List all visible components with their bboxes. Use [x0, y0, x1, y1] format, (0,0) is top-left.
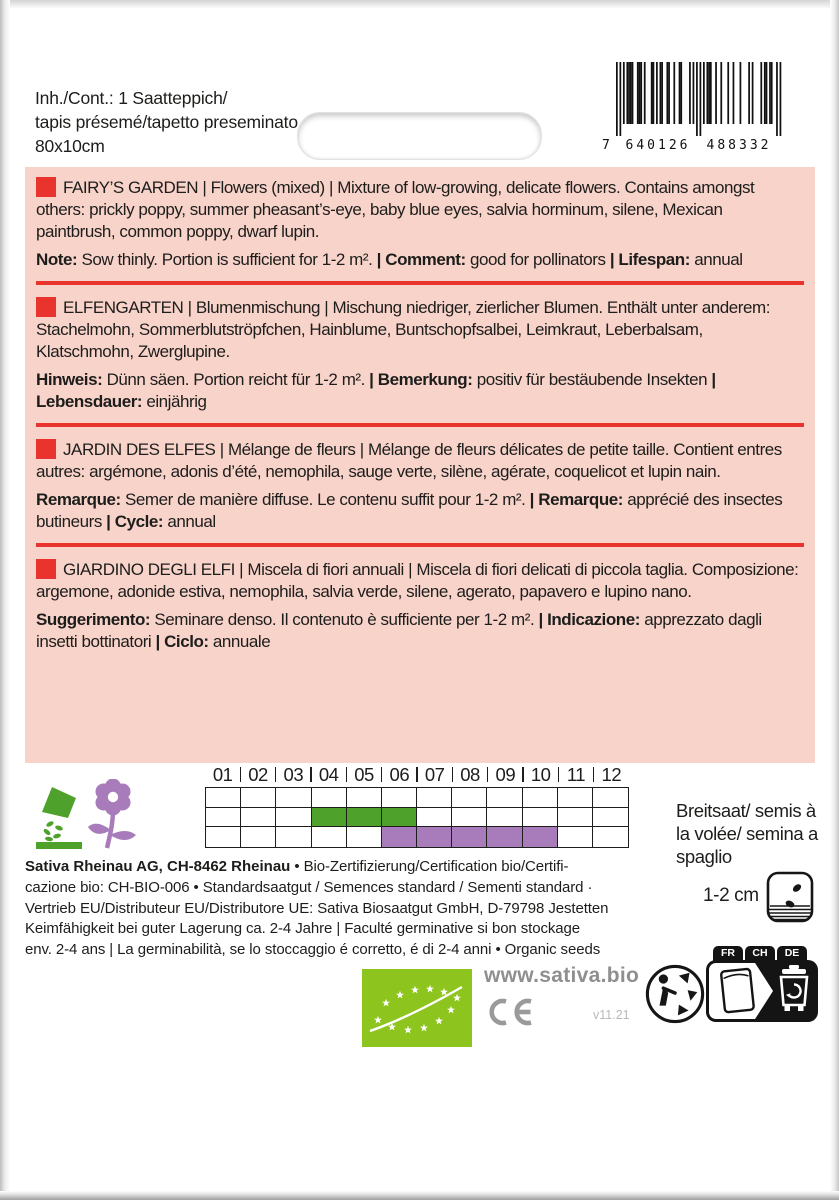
calendar-cell — [523, 808, 558, 828]
calendar-cell — [487, 808, 522, 828]
note-label: | Ciclo: — [155, 632, 209, 651]
note-text: apprécié des insectes butineurs — [36, 490, 783, 531]
recycling-bin-icon — [770, 963, 816, 1019]
website-url: www.sativa.bio — [484, 964, 640, 987]
note-label: | Lebensdauer: — [36, 370, 716, 411]
calendar-cell — [593, 808, 628, 828]
calendar-cell — [312, 827, 347, 847]
ce-mark-icon — [484, 997, 536, 1032]
calendar-cell — [206, 788, 241, 808]
calendar-cell — [241, 808, 276, 828]
red-square-bullet — [36, 177, 56, 197]
calendar-cell — [206, 808, 241, 828]
month-label: 08 — [452, 763, 487, 787]
variety-description — [36, 559, 804, 603]
variety-name: FAIRY’S GARDEN — [63, 178, 199, 197]
month-label: 05 — [346, 763, 381, 787]
calendar-cell — [558, 788, 593, 808]
note-text: Sow thinly. Portion is sufficient for 1-2 m². — [77, 250, 377, 269]
lang-section-de — [36, 297, 804, 413]
variety-description — [36, 297, 804, 363]
note-label: | Indicazione: — [538, 610, 640, 629]
note-text: apprezzato dagli insetti bottinatori — [36, 610, 762, 651]
note-text: annuale — [208, 632, 271, 651]
month-label: 01 — [212, 764, 233, 785]
note-label: | Bemerkung: — [369, 370, 473, 389]
note-label: | Lifespan: — [609, 250, 690, 269]
certification-text: • Bio-Zertifizierung/Certification bio/Certifi- — [290, 858, 569, 875]
company-line-1 — [25, 857, 643, 878]
barcode-right-group: 488332 — [706, 138, 772, 153]
calendar-cell — [417, 827, 452, 847]
country-tab-ch: CH — [745, 946, 775, 961]
calendar-cell — [523, 788, 558, 808]
calendar-cell — [276, 808, 311, 828]
note-text: einjährig — [142, 392, 207, 411]
disposal-label — [706, 946, 818, 1022]
calendar-cell — [487, 788, 522, 808]
calendar-cell — [417, 808, 452, 828]
notes-line — [36, 369, 804, 413]
calendar-cell — [452, 788, 487, 808]
note-label: Note: — [36, 250, 78, 269]
country-tab-fr: FR — [713, 946, 743, 961]
red-square-bullet — [36, 297, 56, 317]
company-line-5: env. 2-4 ans | La germinabilità, se lo stoccaggio é corretto, é di 2-4 anni • Organic seeds — [25, 941, 601, 959]
calendar-cell — [382, 827, 417, 847]
calendar-grid — [205, 787, 629, 848]
sowing-depth-icon — [766, 871, 814, 928]
calendar-cell — [347, 808, 382, 828]
note-label: | Remarque: — [529, 490, 624, 509]
note-text: Semer de manière diffuse. Le contenu suffit pour 1-2 m². — [120, 490, 530, 509]
calendar-cell — [241, 788, 276, 808]
notes-line — [36, 489, 804, 533]
packet-left-edge — [0, 0, 10, 1200]
eu-organic-leaf-logo — [362, 969, 472, 1052]
calendar-cell — [452, 827, 487, 847]
month-label: 09 — [488, 763, 523, 787]
month-label: 04 — [311, 763, 346, 787]
calendar-month-header — [205, 763, 629, 787]
sowing-depth-value: 1-2 cm — [703, 885, 759, 906]
calendar-cell — [206, 827, 241, 847]
note-text: good for pollinators — [465, 250, 610, 269]
variety-name: GIARDINO DEGLI ELFI — [63, 560, 235, 579]
calendar-cell — [558, 827, 593, 847]
section-divider — [36, 281, 804, 285]
note-text: Dünn säen. Portion reicht für 1-2 m². — [102, 370, 370, 389]
note-text: positiv für bestäubende Insekten — [472, 370, 712, 389]
calendar-cell — [312, 808, 347, 828]
variety-description-text: | Flowers (mixed) | Mixture of low-growing, delicate flowers. Contains amongst others: prickly poppy, summer pheasant’s-eye, baby blue eyes, salvia horminum, silene, Mexican paintbrush, common poppy, dwarf lupin. — [36, 178, 755, 241]
note-label: Hinweis: — [36, 370, 103, 389]
calendar-cell — [417, 788, 452, 808]
note-label: Suggerimento: — [36, 610, 151, 629]
contents-block — [35, 86, 298, 158]
barcode-left-group: 640126 — [625, 138, 691, 153]
section-divider — [36, 423, 804, 427]
month-label: 02 — [240, 763, 275, 787]
seed-packet-icon — [709, 963, 773, 1019]
description-box — [25, 167, 815, 763]
company-line-4: Keimfähigkeit bei guter Lagerung ca. 2-4 Jahre | Faculté germinative si bon stockage — [25, 920, 580, 938]
calendar-cell — [523, 827, 558, 847]
lang-section-fr — [36, 439, 804, 533]
calendar-cell — [312, 788, 347, 808]
company-line-2: cazione bio: CH-BIO-006 • Standardsaatgut / Semences standard / Sementi standard · — [25, 878, 593, 896]
note-text: Seminare denso. Il contenuto è sufficiente per 1-2 m². — [150, 610, 539, 629]
calendar-cell — [276, 827, 311, 847]
month-label: 07 — [417, 763, 452, 787]
sowing-calendar-chart — [205, 763, 629, 848]
calendar-cell — [487, 827, 522, 847]
variety-name: JARDIN DES ELFES — [63, 440, 216, 459]
sowing-method-text: Breitsaat/ semis à la volée/ semina a spaglio — [676, 800, 818, 867]
calendar-cell — [593, 788, 628, 808]
month-label: 06 — [382, 763, 417, 787]
calendar-cell — [347, 827, 382, 847]
note-label: | Comment: — [376, 250, 466, 269]
ean13-barcode — [602, 62, 782, 154]
country-tab-de: DE — [777, 946, 807, 961]
disposal-pictogram — [706, 960, 818, 1022]
flower-icon — [86, 779, 140, 854]
variety-description — [36, 439, 804, 483]
variety-description-text: | Miscela di fiori annuali | Miscela di fiori delicati di piccola taglia. Composizione: argemone, adonide estiva, nemophila, salvia verde, silene, agerato, papavero e lupino nano. — [36, 560, 799, 601]
packet-bottom-edge — [0, 1191, 839, 1200]
red-square-bullet — [36, 559, 56, 579]
version-label: v11.21 — [593, 1008, 630, 1022]
calendar-cell — [558, 808, 593, 828]
red-square-bullet — [36, 439, 56, 459]
notes-line — [36, 609, 804, 653]
packet-top-edge — [3, 0, 836, 9]
euro-hang-hole — [297, 112, 542, 160]
barcode-bars — [616, 62, 782, 136]
note-text: annual — [163, 512, 216, 531]
calendar-cell — [452, 808, 487, 828]
month-label: 03 — [276, 763, 311, 787]
section-divider — [36, 543, 804, 547]
calendar-cell — [276, 788, 311, 808]
calendar-cell — [382, 808, 417, 828]
calendar-cell — [241, 827, 276, 847]
variety-description-text: | Blumenmischung | Mischung niedriger, zierlicher Blumen. Enthält unter anderem: Stachelmohn, Sommerblutströpfchen, Hainblume, Buntschopfsalbei, Leimkraut, Leberbalsam, Klatschmohn, Zwerglupine. — [36, 298, 770, 361]
note-label: Remarque: — [36, 490, 121, 509]
variety-description — [36, 177, 804, 243]
month-label: 10 — [523, 763, 558, 787]
contents-line-1: Inh./Cont.: 1 Saatteppich/ — [35, 88, 228, 108]
country-tabs — [706, 946, 818, 961]
company-name: Sativa Rheinau AG, CH-8462 Rheinau — [25, 858, 291, 875]
calendar-cell — [382, 788, 417, 808]
lang-section-en — [36, 177, 804, 271]
notes-line — [36, 249, 804, 271]
company-info-block — [25, 857, 643, 961]
calendar-cell — [347, 788, 382, 808]
packet-right-edge — [830, 0, 839, 1200]
company-line-3: Vertrieb EU/Distributeur EU/Distributore UE: Sativa Biosaatgut GmbH, D-79798 Jestetten — [25, 899, 609, 917]
contents-line-3: 80x10cm — [35, 136, 105, 156]
month-label: 11 — [558, 763, 593, 787]
variety-name: ELFENGARTEN — [63, 298, 184, 317]
month-label: 12 — [594, 763, 629, 787]
variety-description-text: | Mélange de fleurs | Mélange de fleurs délicates de petite taille. Contient entres autres: argémone, adonis d’été, nemophila, sauge verte, silène, agérate, coquelicot et lupin nain. — [36, 440, 782, 481]
calendar-cell — [593, 827, 628, 847]
barcode-prefix-digit: 7 — [602, 138, 610, 153]
triman-recycling-icon — [644, 963, 706, 1030]
note-text: annual — [689, 250, 743, 269]
note-label: | Cycle: — [106, 512, 164, 531]
lang-section-it — [36, 559, 804, 653]
seed-sowing-icon — [36, 787, 82, 854]
contents-line-2: tapis présemé/tapetto preseminato — [35, 112, 298, 132]
